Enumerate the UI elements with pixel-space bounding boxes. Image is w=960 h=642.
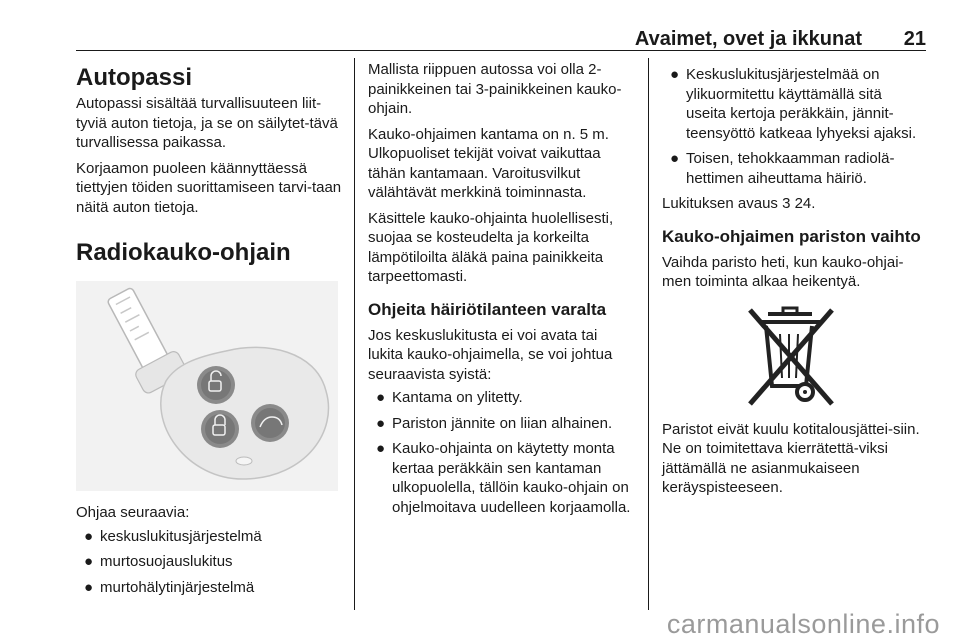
heading-pariston-vaihto: Kauko-ohjaimen pariston vaihto [662, 226, 921, 246]
bullet-list [76, 527, 342, 598]
list-item: ● Kauko-ohjainta on käytetty monta kertaa peräkkäin sen kantaman ulkopuolella, tällöin kauko-ohjain on ohjelmoitava uudelleen korjaamolla. [376, 440, 631, 516]
heading-autopassi: Autopassi [76, 64, 193, 91]
paragraph: Autopassi sisältää turvallisuuteen liit-tyviä auton tietoja, ja se on säilytet-tävä turvallisessa paikassa. [76, 95, 338, 151]
paragraph: Kauko-ohjaimen kantama on n. 5 m. Ulkopuoliset tekijät voivat vaikuttaa tähän kantamaan. Varoitusvilkut välähtävät merkkinä toiminnasta. [368, 125, 609, 201]
watermark: carmanualsonline.info [666, 609, 940, 639]
heading-hairiotilanne: Ohjeita häiriötilanteen varalta [368, 299, 607, 319]
paragraph: Mallista riippuen autossa voi olla 2-painikkeinen tai 3-painikkeinen kauko-ohjain. [368, 61, 622, 117]
list-item: ● Kantama on ylitetty. [376, 389, 523, 406]
header-rule [76, 50, 926, 51]
paragraph: Käsittele kauko-ohjainta huolellisesti, suojaa se kosteudelta ja korkeilta lämpötiloilta äläkä paina painikkeita tarpeettomasti. [368, 209, 614, 285]
paragraph: Korjaamon puoleen käännyttäessä tiettyjen töiden suorittamiseen tarvi-taan näitä auton tietoja. [76, 159, 342, 216]
list-item: ● Keskuslukitusjärjestelmää on ylikuormitettu käyttämällä sitä useita kertoja peräkkäin, jännit-teensyöttö katkeaa lyhyeksi ajaksi. [670, 66, 917, 142]
bullet-list [662, 65, 926, 188]
column-2 [368, 60, 634, 523]
list-item: ● Toisen, tehokkaamman radiolä-hettimen aiheuttama häiriö. [670, 150, 895, 187]
column-1 [76, 60, 342, 603]
heading-radiokauko-ohjain: Radiokauko-ohjain [76, 239, 291, 266]
cross-reference: Lukituksen avaus 3 24. [662, 195, 816, 212]
page-header [76, 24, 926, 52]
paragraph: Vaihda paristo heti, kun kauko-ohjai-men toiminta alkaa heikentyä. [662, 253, 904, 290]
list-item: ● Pariston jännite on liian alhainen. [376, 414, 613, 432]
list-item: ● keskuslukitusjärjestelmä [84, 527, 262, 545]
list-item: ● murtohälytinjärjestelmä [84, 578, 255, 596]
column-3 [662, 60, 926, 498]
bullet-list [368, 388, 634, 517]
paragraph: Jos keskuslukitusta ei voi avata tai lukita kauko-ohjaimella, se voi johtua seuraavista syistä: [368, 326, 613, 383]
column-divider [354, 58, 355, 610]
paragraph: Ohjaa seuraavia: [76, 504, 190, 521]
page-number: 21 [903, 28, 926, 50]
crossed-out-bin-icon [740, 304, 840, 410]
paragraph: Paristot eivät kuulu kotitalousjättei-siin. Ne on toimitettava kierrätettä-viksi jättämällä ne asianmukaiseen keräyspisteeseen. [662, 420, 920, 496]
column-divider [648, 58, 649, 610]
list-item: ● murtosuojauslukitus [84, 553, 233, 570]
remote-key-illustration [76, 281, 338, 491]
section-title: Avaimet, ovet ja ikkunat [634, 28, 862, 50]
